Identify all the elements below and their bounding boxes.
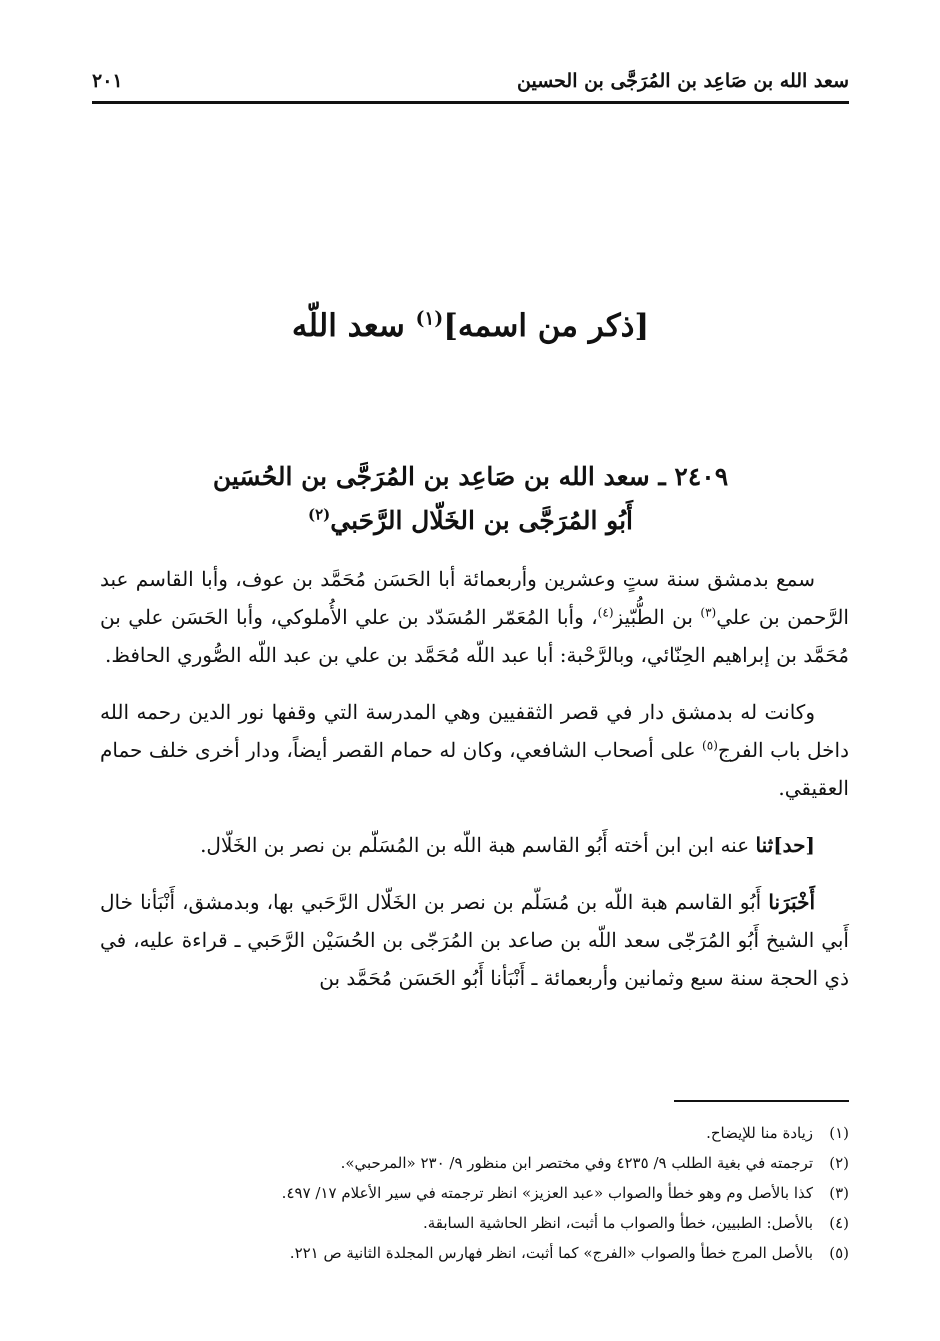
footnote-2 bbox=[92, 1148, 849, 1178]
footnote-number: (٤) bbox=[829, 1214, 849, 1232]
footnote-5 bbox=[92, 1238, 849, 1268]
footnote-text: زيادة منا للإيضاح. bbox=[706, 1124, 813, 1142]
footnote-rule bbox=[674, 1100, 849, 1102]
footnote-4 bbox=[92, 1208, 849, 1238]
entry-title-line1: ٢٤٠٩ ـ سعد الله بن صَاعِد بن المُرَجَّى بن الحُسَين bbox=[212, 462, 729, 491]
footnote-number: (١) bbox=[829, 1124, 849, 1142]
running-title: سعد الله بن صَاعِد بن المُرَجَّى بن الحسين bbox=[517, 70, 849, 92]
paragraph-3-text: عنه ابن ابن أخته أَبُو القاسم هبة اللّه بن المُسَلّم بن نصر بن الخَلّال. bbox=[200, 833, 756, 857]
paragraph-1-part-b: بن الطُّبّيز bbox=[613, 605, 701, 629]
footnote-number: (٥) bbox=[829, 1244, 849, 1262]
body-text bbox=[100, 560, 849, 1016]
paragraph-4-lead: أَخْبَرَنا bbox=[768, 890, 815, 914]
paragraph-1-part-a: سمع بدمشق سنة ستٍ وعشرين وأربعمائة أبا الحَسَن مُحَمَّد بن عوف، وأبا القاسم عبد الرَّحمن بن علي bbox=[100, 567, 849, 629]
footnote-ref-4: (٤) bbox=[597, 605, 614, 620]
paragraph-2-part-b: على أصحاب الشافعي، وكان له حمام القصر أيضاً، ودار أخرى خلف حمام العقيقي. bbox=[100, 738, 849, 800]
paragraph-3-lead: [حد]ثنا bbox=[755, 833, 815, 857]
footnote-number: (٣) bbox=[829, 1184, 849, 1202]
paragraph-2 bbox=[100, 693, 849, 807]
footnote-text: بالأصل المرج خطأ والصواب «الفرج» كما أثبت، انظر فهارس المجلدة الثانية ص ٢٢١. bbox=[289, 1244, 813, 1262]
section-heading-name: سعد اللّه bbox=[291, 308, 405, 344]
entry-title-line2 bbox=[92, 499, 849, 543]
footnotes bbox=[92, 1118, 849, 1268]
paragraph-1-part-c: ، وأبا المُعَمّر المُسَدّد بن علي الأُملوكي، وأبا الحَسَن علي بن مُحَمَّد بن إبراهيم الحِنّائي، وبالرَّحْبة: أبا عبد اللّه مُحَمَّد بن علي بن عبد اللّه الصُّوري الحافظ. bbox=[100, 605, 849, 667]
footnote-ref-2: (٢) bbox=[308, 505, 331, 524]
header-rule bbox=[92, 101, 849, 104]
footnote-3 bbox=[92, 1178, 849, 1208]
paragraph-1 bbox=[100, 560, 849, 674]
page-number: ٢٠١ bbox=[92, 70, 123, 92]
footnote-ref-3: (٣) bbox=[700, 605, 717, 620]
section-heading-text: [ذكر من اسمه] bbox=[443, 308, 650, 344]
footnote-ref-5: (٥) bbox=[702, 738, 718, 753]
entry-kunya: أَبُو المُرَجَّى بن الخَلّال الرَّحَبي bbox=[330, 506, 633, 535]
entry-heading bbox=[92, 455, 849, 543]
paragraph-4 bbox=[100, 883, 849, 997]
paragraph-2-part-a: وكانت له بدمشق دار في قصر الثقفيين وهي المدرسة التي وقفها نور الدين رحمه الله داخل باب الفرج bbox=[100, 700, 850, 762]
footnote-text: بالأصل: الطبيين، خطأ والصواب ما أثبت، انظر الحاشية السابقة. bbox=[422, 1214, 813, 1232]
paragraph-4-text: أَبُو القاسم هبة اللّه بن مُسَلّم بن نصر بن الخَلّال الرَّحَبي بها، وبدمشق، أَنْبَأنا خال أَبي الشيخ أَبُو المُرَجّى سعد اللّه بن صاعد بن المُرَجّى بن الحُسَيْن الرَّحَبي ـ قراءة عليه، في ذي الحجة سنة سبع وثمانين وأربعمائة ـ أَنْبَأنا أَبُو الحَسَن مُحَمَّد بن bbox=[100, 890, 849, 990]
section-heading bbox=[92, 308, 849, 344]
footnote-text: كذا بالأصل وم وهو خطأ والصواب «عبد العزيز» انظر ترجمته في سير الأعلام ١٧/ ٤٩٧. bbox=[281, 1184, 813, 1202]
footnote-number: (٢) bbox=[829, 1154, 849, 1172]
footnote-text: ترجمته في بغية الطلب ٩/ ٤٢٣٥ وفي مختصر ابن منظور ٩/ ٢٣٠ «المرحبي». bbox=[340, 1154, 813, 1172]
paragraph-3 bbox=[100, 826, 849, 864]
footnote-1 bbox=[92, 1118, 849, 1148]
footnote-ref-1: (١) bbox=[415, 308, 444, 330]
running-header bbox=[92, 60, 849, 100]
